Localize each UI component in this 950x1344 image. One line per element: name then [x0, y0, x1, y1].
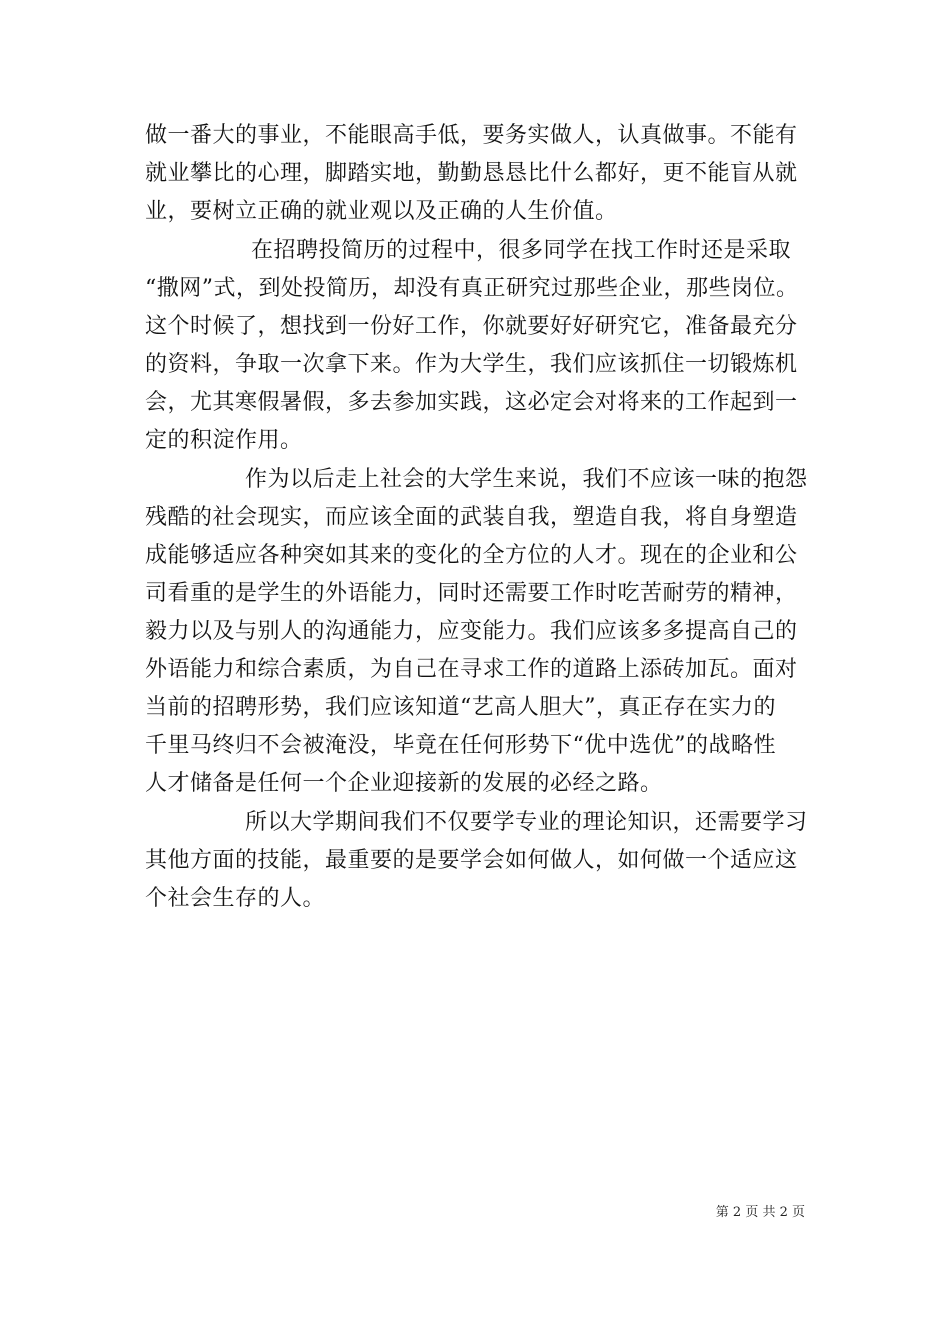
text-line: “撒网”式，到处投简历，却没有真正研究过那些企业，那些岗位。 — [145, 276, 799, 301]
text-line: 就业攀比的心理，脚踏实地，勤勤恳恳比什么都好，更不能盲从就 — [145, 161, 798, 186]
paragraph-first-line: 作为以后走上社会的大学生来说，我们不应该一味的抱怨 — [245, 467, 808, 492]
text-line: 其他方面的技能，最重要的是要学会如何做人，如何做一个适应这 — [145, 848, 798, 873]
text-line: 会，尤其寒假暑假，多去参加实践，这必定会对将来的工作起到一 — [145, 390, 798, 415]
text-line: 个社会生存的人。 — [145, 886, 326, 911]
text-line: 残酷的社会现实，而应该全面的武装自我，塑造自我，将自身塑造 — [145, 505, 798, 530]
text-line: 人才储备是任何一个企业迎接新的发展的必经之路。 — [145, 771, 663, 796]
paragraph-first-line: 在招聘投简历的过程中，很多同学在找工作时还是采取 — [251, 238, 792, 263]
text-line: 这个时候了，想找到一份好工作，你就要好好研究它，准备最充分 — [145, 314, 798, 339]
text-line: 的资料，争取一次拿下来。作为大学生，我们应该抓住一切锻炼机 — [145, 352, 798, 377]
text-line: 成能够适应各种突如其来的变化的全方位的人才。现在的企业和公 — [145, 543, 798, 568]
text-line: 毅力以及与别人的沟通能力，应变能力。我们应该多多提高自己的 — [145, 619, 798, 644]
text-line: 业，要树立正确的就业观以及正确的人生价值。 — [145, 199, 618, 224]
text-line: 外语能力和综合素质，为自己在寻求工作的道路上添砖加瓦。面对 — [145, 657, 798, 682]
paragraph-first-line: 所以大学期间我们不仅要学专业的理论知识，还需要学习 — [245, 810, 808, 835]
text-line: 定的积淀作用。 — [145, 428, 303, 453]
page-number-footer: 第 2 页 共 2 页 — [715, 1205, 805, 1220]
text-line: 当前的招聘形势，我们应该知道“艺高人胆大”，真正存在实力的 — [145, 695, 776, 720]
text-line: 司看重的是学生的外语能力，同时还需要工作时吃苦耐劳的精神， — [145, 581, 798, 606]
text-line: 千里马终归不会被淹没，毕竟在任何形势下“优中选优”的战略性 — [145, 733, 776, 758]
text-line: 做一番大的事业，不能眼高手低，要务实做人，认真做事。不能有 — [145, 123, 798, 148]
